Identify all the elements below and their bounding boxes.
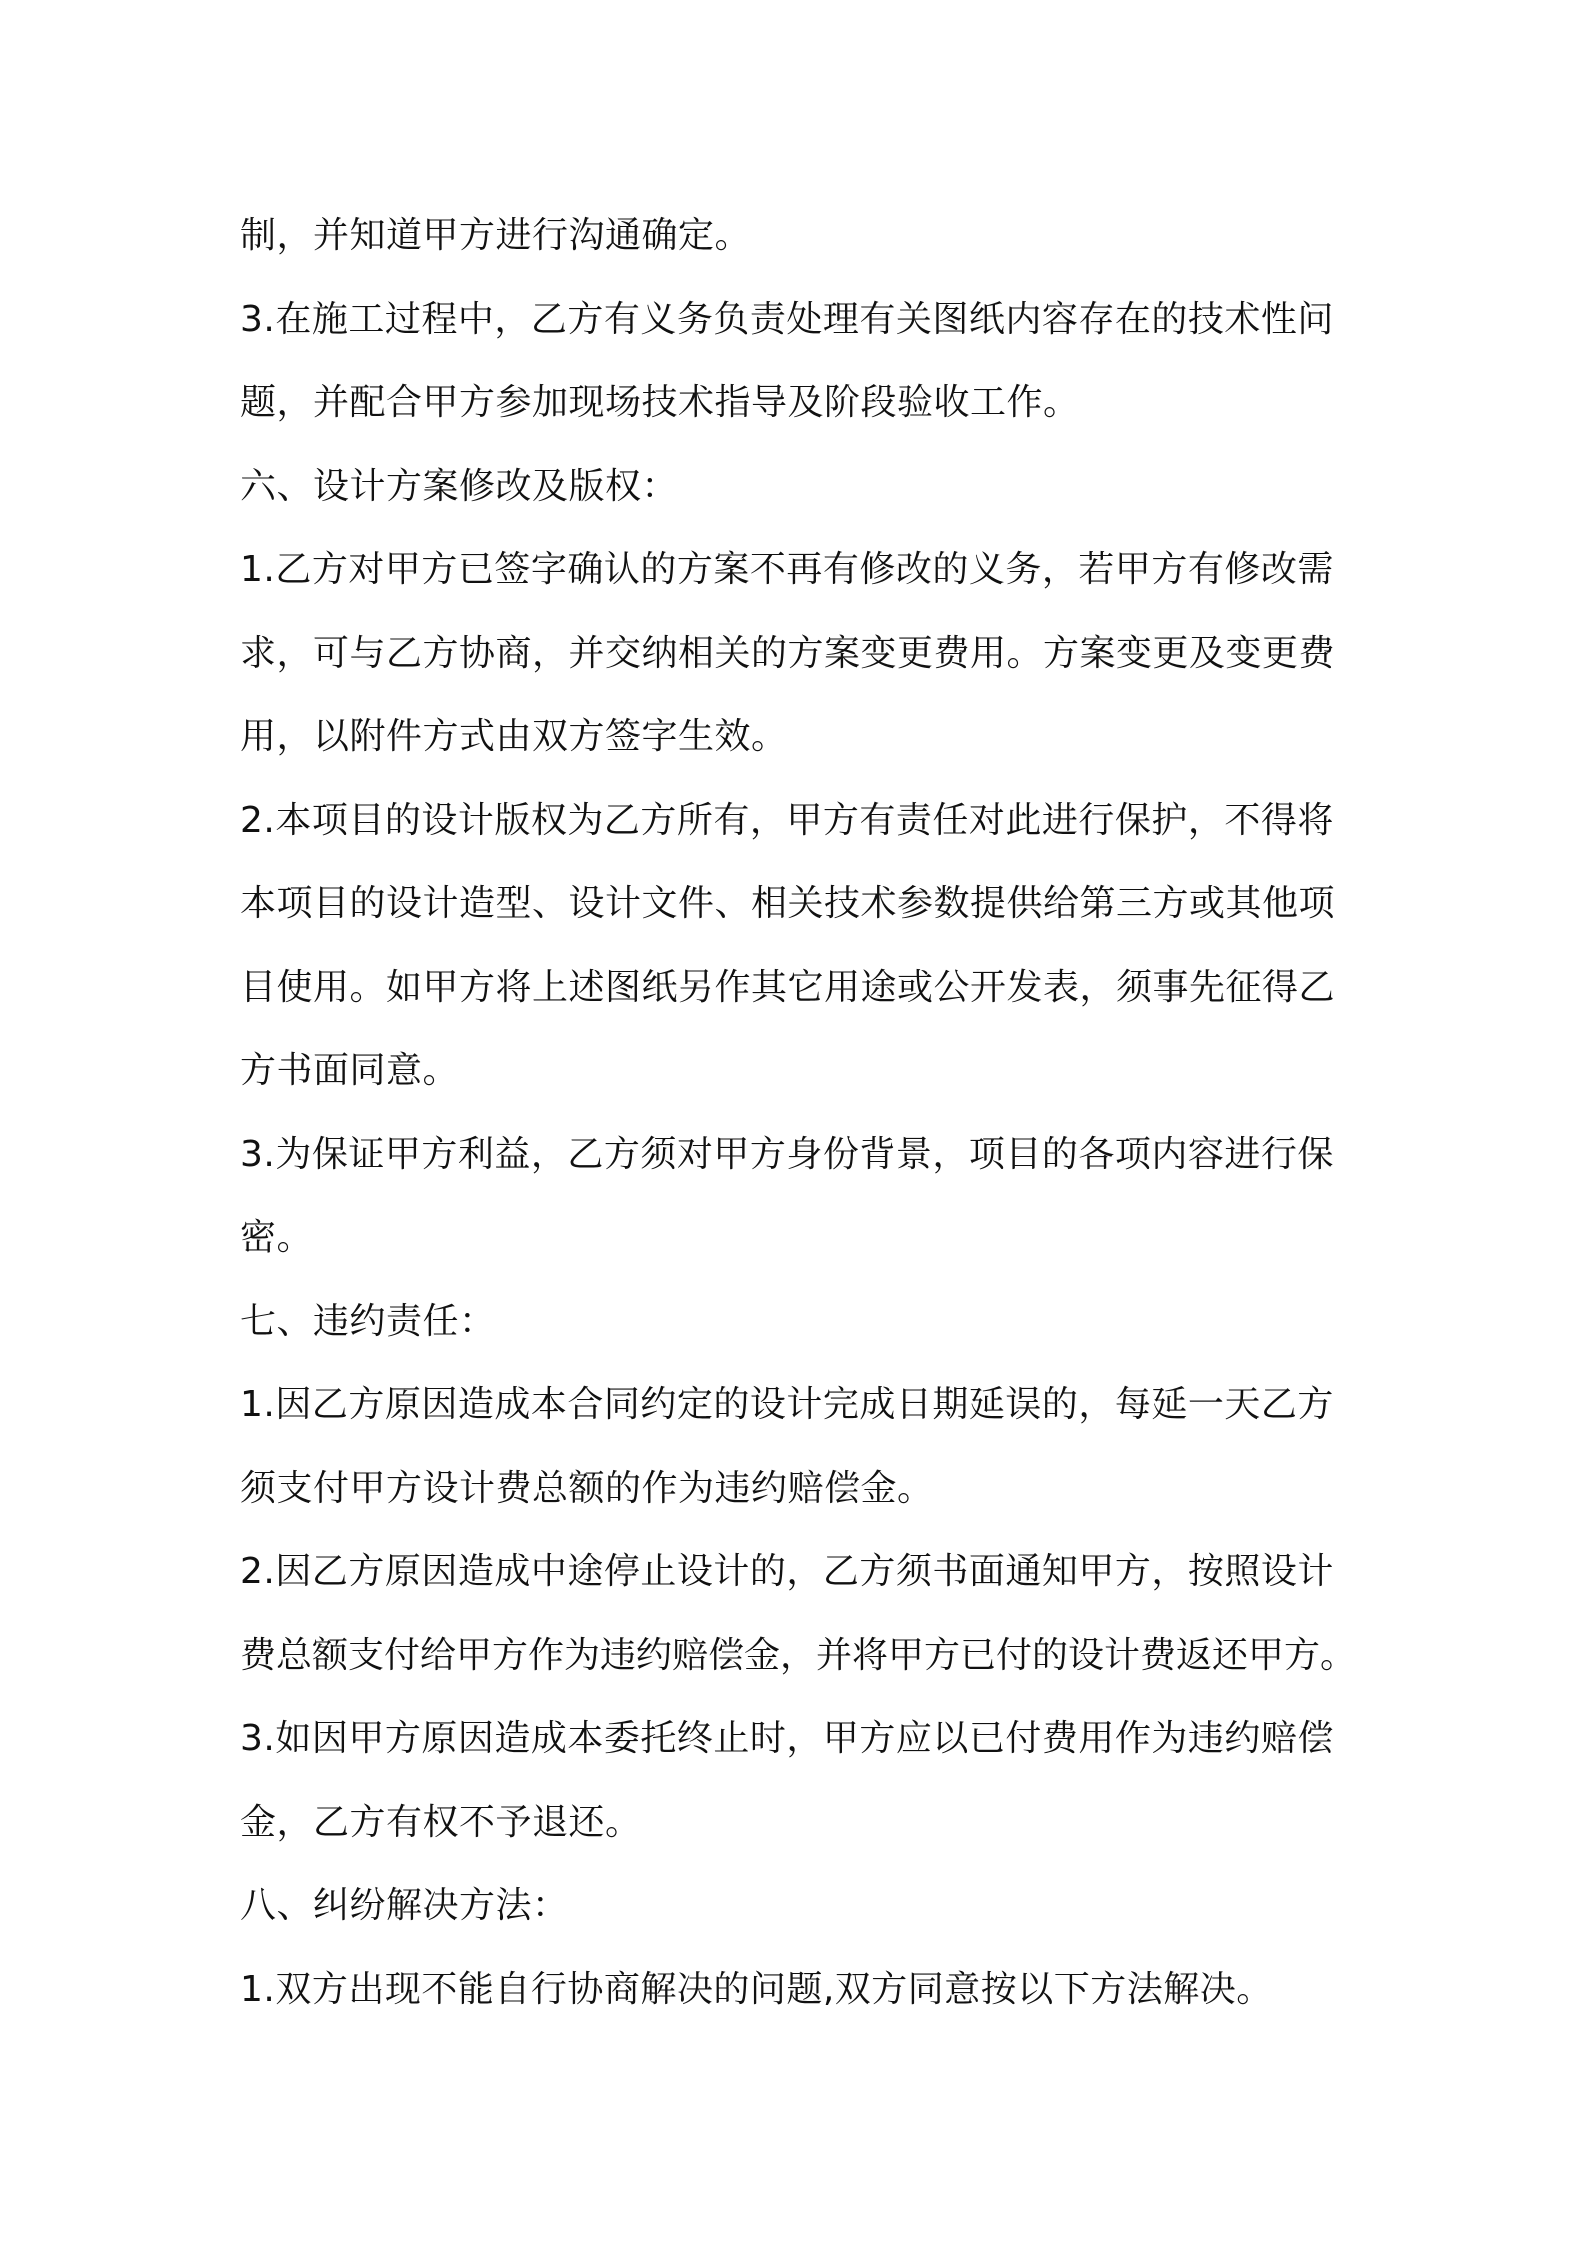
text-line: 1.因乙方原因造成本合同约定的设计完成日期延误的，每延一天乙方 bbox=[240, 1384, 1334, 1425]
text-line: 本项目的设计造型、设计文件、相关技术参数提供给第三方或其他项 bbox=[240, 883, 1336, 924]
text-line: 须支付甲方设计费总额的作为违约赔偿金。 bbox=[240, 1467, 934, 1509]
section-heading: 七、违约责任： bbox=[240, 1300, 496, 1342]
text-line: 3.如因甲方原因造成本委托终止时，甲方应以已付费用作为违约赔偿 bbox=[240, 1718, 1334, 1759]
text-line: 1.双方出现不能自行协商解决的问题,双方同意按以下方法解决。 bbox=[240, 1968, 1273, 2010]
text-line: 目使用。如甲方将上述图纸另作其它用途或公开发表，须事先征得乙 bbox=[240, 966, 1336, 1008]
text-line: 2.本项目的设计版权为乙方所有，甲方有责任对此进行保护，不得将 bbox=[240, 799, 1334, 841]
text-line: 方书面同意。 bbox=[240, 1050, 460, 1091]
text-line: 金，乙方有权不予退还。 bbox=[240, 1801, 642, 1843]
text-line: 题，并配合甲方参加现场技术指导及阶段验收工作。 bbox=[240, 382, 1080, 423]
text-line: 2.因乙方原因造成中途停止设计的，乙方须书面通知甲方，按照设计 bbox=[240, 1551, 1334, 1592]
text-line: 费总额支付给甲方作为违约赔偿金，并将甲方已付的设计费返还甲方。 bbox=[240, 1634, 1357, 1676]
text-line: 用，以附件方式由双方签字生效。 bbox=[240, 716, 788, 757]
section-heading: 八、纠纷解决方法： bbox=[240, 1885, 569, 1926]
text-line: 3.在施工过程中，乙方有义务负责处理有关图纸内容存在的技术性问 bbox=[240, 298, 1334, 340]
text-line: 3.为保证甲方利益，乙方须对甲方身份背景，项目的各项内容进行保 bbox=[240, 1133, 1334, 1175]
document-body bbox=[240, 194, 1400, 2031]
text-line: 求，可与乙方协商，并交纳相关的方案变更费用。方案变更及变更费 bbox=[240, 632, 1336, 674]
text-line: 密。 bbox=[240, 1217, 314, 1258]
text-line: 制，并知道甲方进行沟通确定。 bbox=[240, 215, 752, 256]
text-line: 1.乙方对甲方已签字确认的方案不再有修改的义务，若甲方有修改需 bbox=[240, 549, 1334, 590]
section-heading: 六、设计方案修改及版权： bbox=[240, 465, 679, 507]
